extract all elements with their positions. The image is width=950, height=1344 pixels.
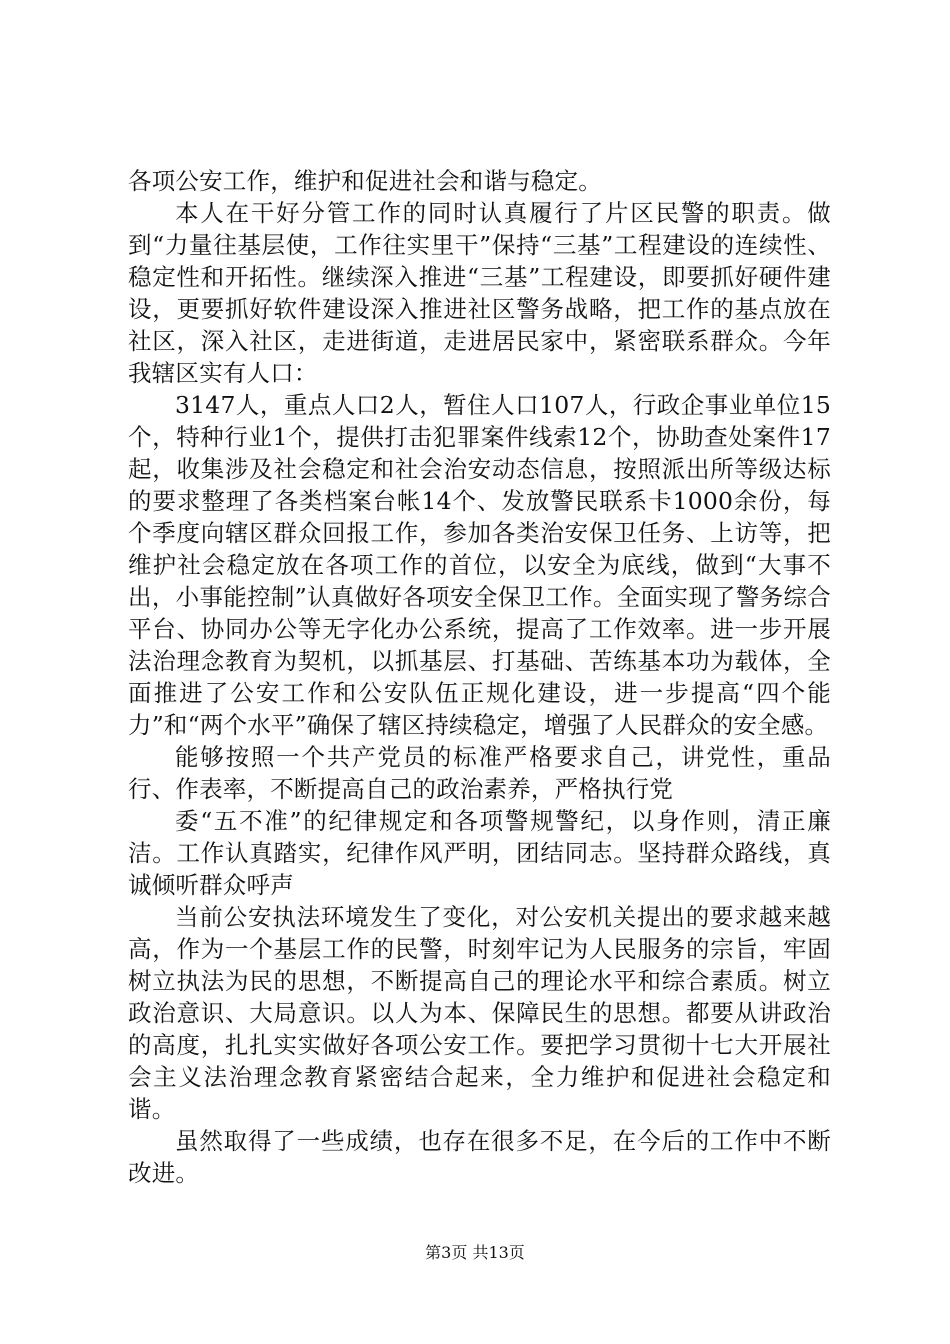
paragraph-2: 本人在干好分管工作的同时认真履行了片区民警的职责。做到“力量往基层使，工作往实里干”保持“三基”工程建设的连续性、稳定性和开拓性。继续深入推进“三基”工程建设，即要抓好硬件建设，更要抓好软件建设深入推进社区警务战略，把工作的基点放在社区，深入社区，走进街道，走进居民家中，紧密联系群众。今年我辖区实有人口：	[128, 199, 831, 387]
paragraph-6: 当前公安执法环境发生了变化，对公安机关提出的要求越来越高，作为一个基层工作的民警，时刻牢记为人民服务的宗旨，牢固树立执法为民的思想，不断提高自己的理论水平和综合素质。树立政治意识、大局意识。以人为本、保障民生的思想。都要从讲政治的高度，扎扎实实做好各项公安工作。要把学习贯彻十七大开展社会主义法治理念教育紧密结合起来，全力维护和促进社会稳定和谐。	[128, 903, 831, 1123]
paragraph-3: 3147人，重点人口2人，暂住人口107人，行政企事业单位15个，特种行业1个，提供打击犯罪案件线索12个，协助查处案件17起，收集涉及社会稳定和社会治安动态信息，按照派出所等级达标的要求整理了各类档案台帐14个、发放警民联系卡1000余份，每个季度向辖区群众回报工作，参加各类治安保卫任务、上访等，把维护社会稳定放在各项工作的首位，以安全为底线，做到“大事不出，小事能控制”认真做好各项安全保卫工作。全面实现了警务综合平台、协同办公等无字化办公系统，提高了工作效率。进一步开展法治理念教育为契机，以抓基层、打基础、苦练基本功为载体，全面推进了公安工作和公安队伍正规化建设，进一步提高“四个能力”和“两个水平”确保了辖区持续稳定，增强了人民群众的安全感。	[128, 391, 831, 739]
paragraph-5: 委“五不准”的纪律规定和各项警规警纪，以身作则，清正廉洁。工作认真踏实，纪律作风严明，团结同志。坚持群众路线，真诚倾听群众呼声	[128, 807, 831, 899]
paragraph-1: 各项公安工作，维护和促进社会和谐与稳定。	[128, 167, 602, 195]
paragraph-7: 虽然取得了一些成绩，也存在很多不足，在今后的工作中不断改进。	[128, 1127, 831, 1187]
page-footer: 第3页 共13页	[425, 1243, 525, 1262]
document-body	[128, 165, 831, 1189]
paragraph-4: 能够按照一个共产党员的标准严格要求自己，讲党性，重品行、作表率，不断提高自己的政治素养，严格执行党	[128, 743, 831, 803]
